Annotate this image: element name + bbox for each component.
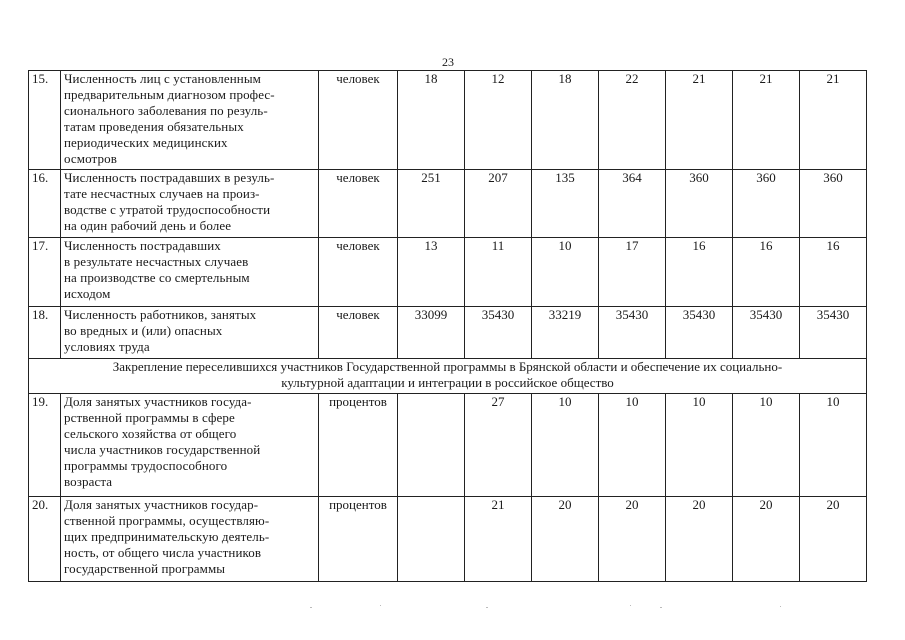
section-row — [29, 359, 867, 394]
table-row — [29, 394, 867, 497]
value-cell — [398, 394, 465, 497]
indicator-name: Численность лиц с установленным предварительным диагнозом профес- сионального заболевания по резуль- татам проведения обязательных периодических медицинских осмотров — [61, 71, 319, 170]
value-cell: 20 — [733, 497, 800, 582]
table-row — [29, 497, 867, 582]
value-cell: 20 — [666, 497, 733, 582]
value-cell: 35430 — [800, 307, 867, 359]
table-row — [29, 71, 867, 170]
value-cell: 22 — [599, 71, 666, 170]
value-cell: 35430 — [666, 307, 733, 359]
value-cell: 20 — [532, 497, 599, 582]
value-cell: 251 — [398, 170, 465, 238]
value-cell: 21 — [733, 71, 800, 170]
row-number: 17. — [29, 238, 61, 307]
indicators-table — [28, 70, 867, 582]
indicator-name: Численность пострадавших в результате несчастных случаев на производстве со смертельным исходом — [61, 238, 319, 307]
section-header: Закрепление переселившихся участников Государственной программы в Брянской области и обеспечение их социально- культурной адаптации и интеграции в российское общество — [29, 359, 867, 394]
value-cell: 35430 — [733, 307, 800, 359]
value-cell: 364 — [599, 170, 666, 238]
row-number: 18. — [29, 307, 61, 359]
value-cell: 33219 — [532, 307, 599, 359]
value-cell: 27 — [465, 394, 532, 497]
value-cell: 135 — [532, 170, 599, 238]
value-cell: 16 — [733, 238, 800, 307]
value-cell: 10 — [532, 394, 599, 497]
value-cell: 33099 — [398, 307, 465, 359]
unit-cell: человек — [319, 238, 398, 307]
value-cell: 10 — [800, 394, 867, 497]
value-cell: 21 — [465, 497, 532, 582]
value-cell: 21 — [800, 71, 867, 170]
value-cell: 35430 — [599, 307, 666, 359]
indicator-name: Доля занятых участников государ- ственной программы, осуществляю- щих предпринимательскую деятель- ность, от общего числа участников государственной программы — [61, 497, 319, 582]
unit-cell: процентов — [319, 394, 398, 497]
indicator-name: Численность пострадавших в резуль- тате несчастных случаев на произ- водстве с утратой трудоспособности на один рабочий день и более — [61, 170, 319, 238]
table-row — [29, 238, 867, 307]
row-number: 15. — [29, 71, 61, 170]
value-cell: 16 — [666, 238, 733, 307]
value-cell: 10 — [532, 238, 599, 307]
value-cell: 20 — [599, 497, 666, 582]
row-number: 19. — [29, 394, 61, 497]
value-cell: 20 — [800, 497, 867, 582]
unit-cell: человек — [319, 307, 398, 359]
indicator-name: Численность работников, занятых во вредных и (или) опасных условиях труда — [61, 307, 319, 359]
value-cell: 360 — [666, 170, 733, 238]
unit-cell: человек — [319, 71, 398, 170]
value-cell: 10 — [599, 394, 666, 497]
indicator-name: Доля занятых участников госуда- рственной программы в сфере сельского хозяйства от общего числа участников государственной программы трудоспособного возраста — [61, 394, 319, 497]
value-cell: 13 — [398, 238, 465, 307]
value-cell: 10 — [733, 394, 800, 497]
value-cell: 18 — [532, 71, 599, 170]
value-cell: 12 — [465, 71, 532, 170]
table-row — [29, 170, 867, 238]
value-cell: 18 — [398, 71, 465, 170]
table-row — [29, 307, 867, 359]
unit-cell: человек — [319, 170, 398, 238]
value-cell: 21 — [666, 71, 733, 170]
value-cell: 11 — [465, 238, 532, 307]
value-cell: 360 — [800, 170, 867, 238]
unit-cell: процентов — [319, 497, 398, 582]
page-number: 23 — [442, 55, 454, 69]
value-cell — [398, 497, 465, 582]
value-cell: 35430 — [465, 307, 532, 359]
row-number: 20. — [29, 497, 61, 582]
value-cell: 16 — [800, 238, 867, 307]
value-cell: 207 — [465, 170, 532, 238]
value-cell: 17 — [599, 238, 666, 307]
value-cell: 10 — [666, 394, 733, 497]
row-number: 16. — [29, 170, 61, 238]
value-cell: 360 — [733, 170, 800, 238]
